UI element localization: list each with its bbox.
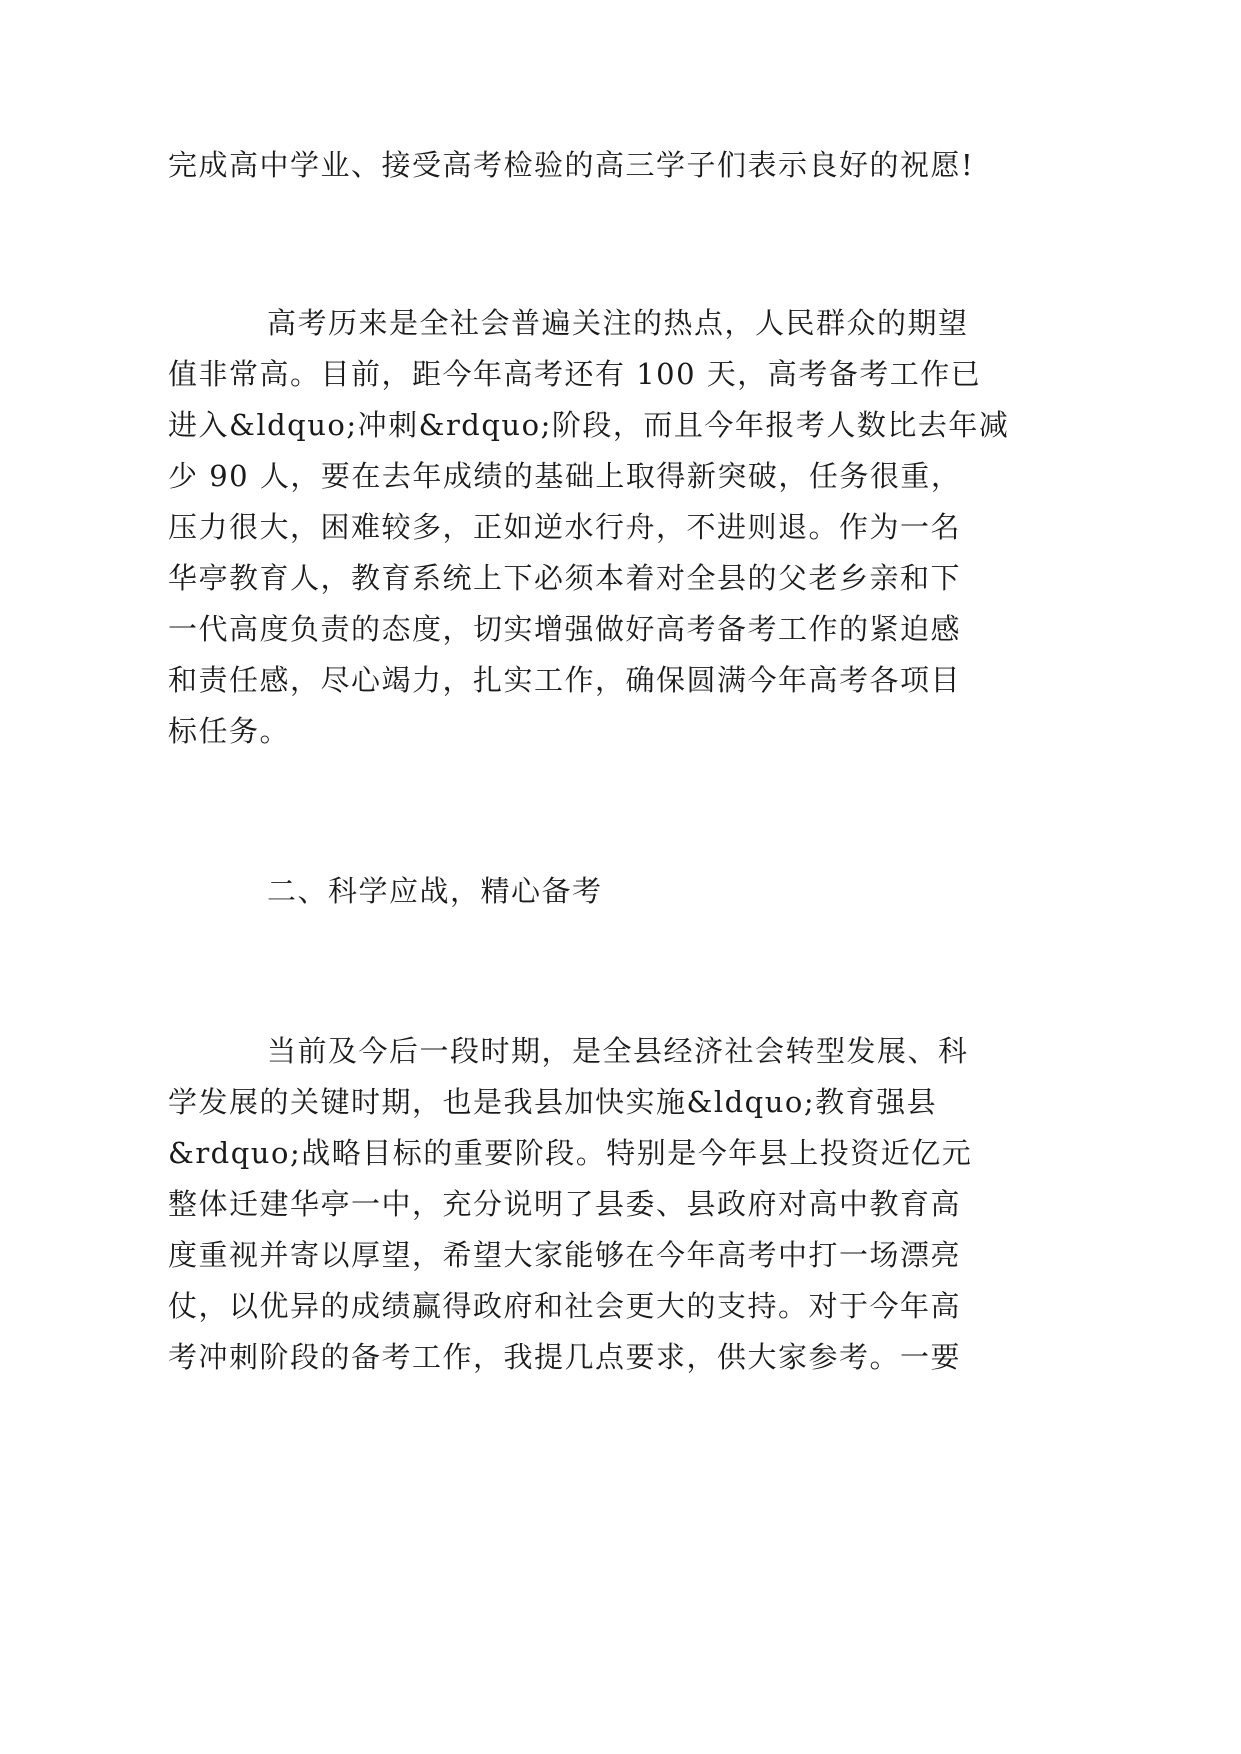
text-line: 度重视并寄以厚望，希望大家能够在今年高考中打一场漂亮 <box>168 1238 962 1272</box>
text-line: 华亭教育人，教育系统上下必须本着对全县的父老乡亲和下 <box>168 561 962 595</box>
text-line: &rdquo;战略目标的重要阶段。特别是今年县上投资近亿元 <box>168 1136 973 1170</box>
text-line: 完成高中学业、接受高考检验的高三学子们表示良好的祝愿! <box>168 148 975 182</box>
paragraph-exam-pressure <box>168 298 1010 757</box>
text-line: 和责任感，尽心竭力，扎实工作，确保圆满今年高考各项目 <box>168 663 962 697</box>
text-line: 进入&ldquo;冲刺&rdquo;阶段，而且今年报考人数比去年减 <box>168 408 1010 442</box>
text-line: 考冲刺阶段的备考工作，我提几点要求，供大家参考。一要 <box>168 1340 962 1374</box>
text-line: 整体迁建华亭一中，充分说明了县委、县政府对高中教育高 <box>168 1187 962 1221</box>
text-line: 一代高度负责的态度，切实增强做好高考备考工作的紧迫感 <box>168 612 962 646</box>
section-heading <box>168 866 948 917</box>
text-line: 高考历来是全社会普遍关注的热点，人民群众的期望 <box>267 306 969 340</box>
text-line: 学发展的关键时期，也是我县加快实施&ldquo;教育强县 <box>168 1085 938 1119</box>
paragraph-closing-wish <box>168 140 975 191</box>
text-line: 仗，以优异的成绩赢得政府和社会更大的支持。对于今年高 <box>168 1289 962 1323</box>
text-line: 少 90 人，要在去年成绩的基础上取得新突破，任务很重， <box>168 459 962 493</box>
text-line: 标任务。 <box>168 714 291 748</box>
paragraph-preparation <box>168 1026 973 1383</box>
text-line: 压力很大，困难较多，正如逆水行舟，不进则退。作为一名 <box>168 510 962 544</box>
text-line: 值非常高。目前，距今年高考还有 100 天，高考备考工作已 <box>168 357 982 391</box>
text-line: 当前及今后一段时期，是全县经济社会转型发展、科 <box>267 1034 969 1068</box>
section-heading-text: 二、科学应战，精心备考 <box>267 874 603 908</box>
